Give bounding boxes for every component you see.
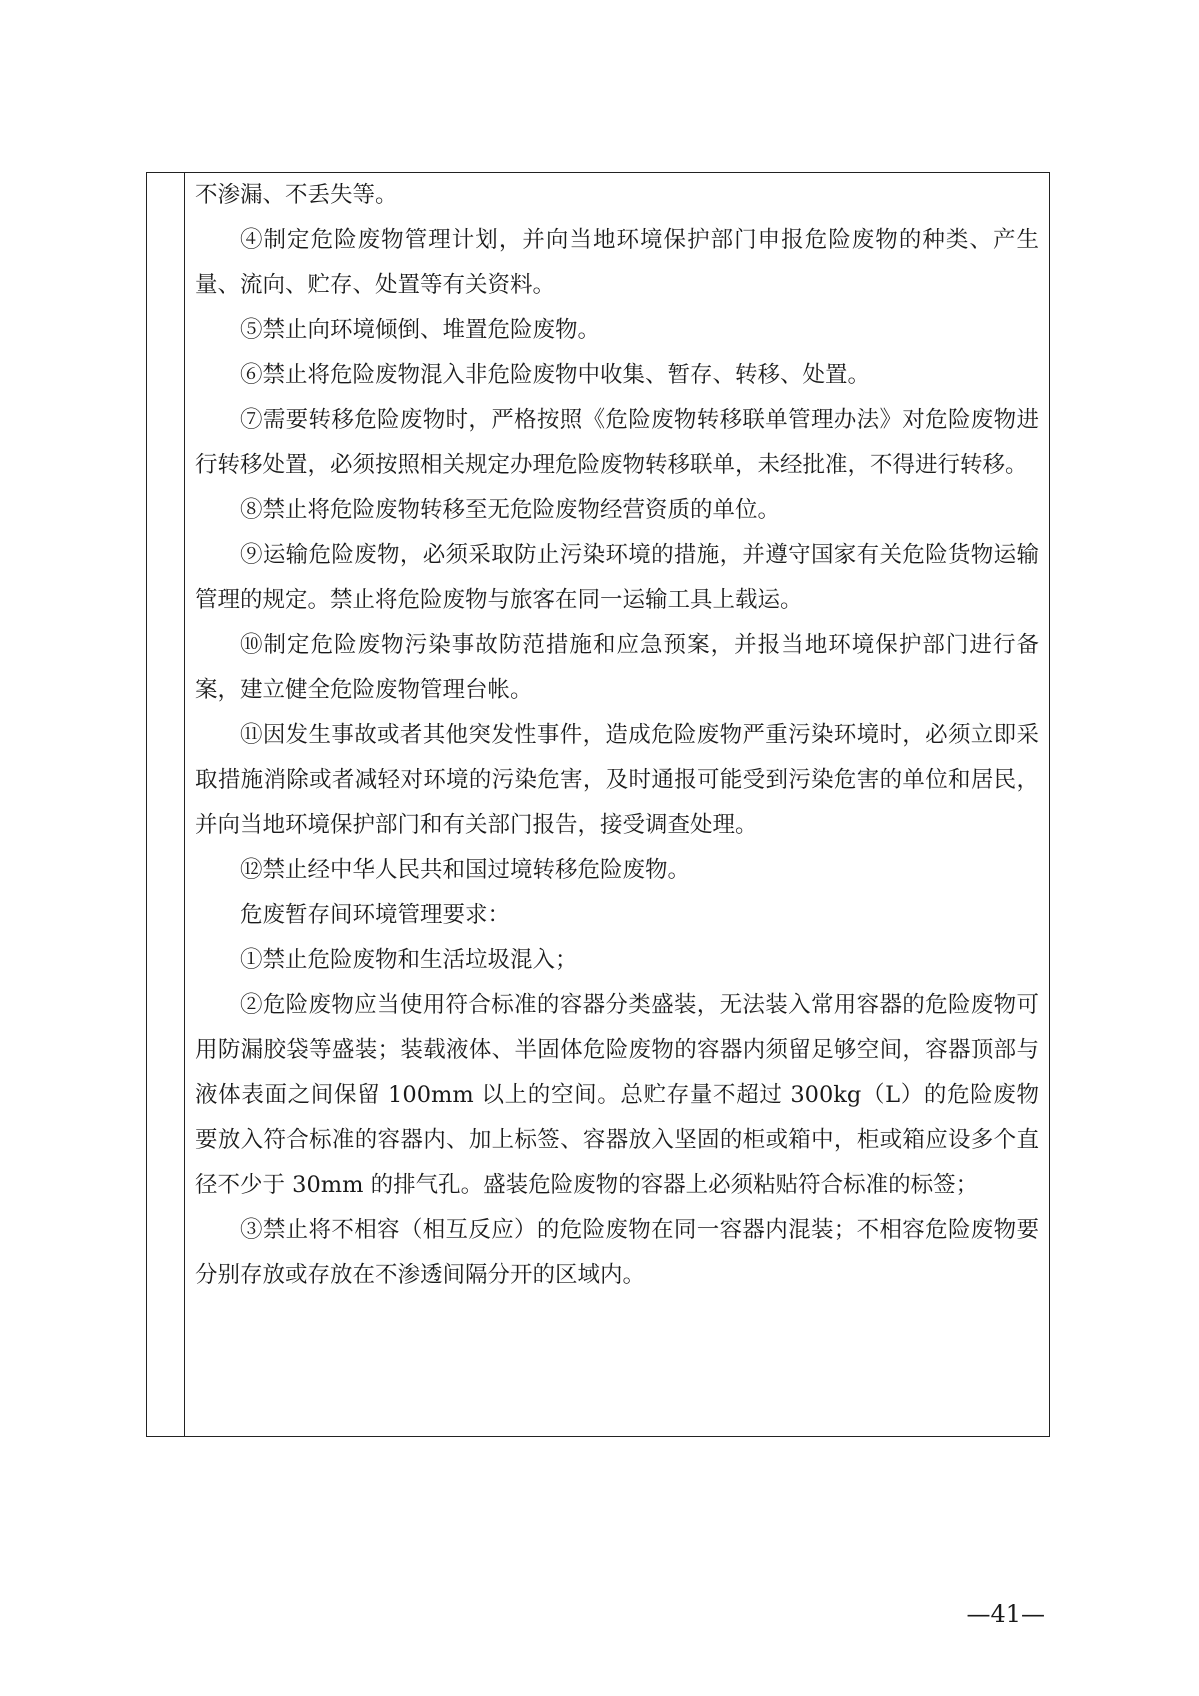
page-number: —41— [966, 1600, 1045, 1628]
section-heading: 危废暂存间环境管理要求： [240, 902, 511, 928]
paragraph: ①禁止危险废物和生活垃圾混入； [240, 947, 578, 973]
table-left-column [147, 173, 185, 1436]
paragraph: ⑩制定危险废物污染事故防范措施和应急预案，并报当地环境保护部门进行备案，建立健全危险废物管理台帐。 [195, 632, 1039, 703]
paragraph: ⑤禁止向环境倾倒、堆置危险废物。 [240, 317, 601, 343]
paragraph: ⑧禁止将危险废物转移至无危险废物经营资质的单位。 [240, 497, 781, 523]
paragraph: ⑦需要转移危险废物时，严格按照《危险废物转移联单管理办法》对危险废物进行转移处置，必须按照相关规定办理危险废物转移联单，未经批准，不得进行转移。 [195, 407, 1039, 478]
paragraph: ④制定危险废物管理计划，并向当地环境保护部门申报危险废物的种类、产生量、流向、贮存、处置等有关资料。 [195, 227, 1039, 298]
paragraph: ②危险废物应当使用符合标准的容器分类盛装，无法装入常用容器的危险废物可用防漏胶袋等盛装；装载液体、半固体危险废物的容器内须留足够空间，容器顶部与液体表面之间保留 100mm 以上的空间。总贮存量不超过 300kg（L）的危险废物要放入符合标准的容器内、加上标签、容器放入坚固的柜或箱中，柜或箱应设多个直径不少于 30mm 的排气孔。盛装危险废物的容器上必须粘贴符合标准的标签； [195, 992, 1039, 1198]
paragraph: 不渗漏、不丢失等。 [195, 182, 398, 208]
paragraph: ③禁止将不相容（相互反应）的危险废物在同一容器内混装；不相容危险废物要分别存放或存放在不渗透间隔分开的区域内。 [195, 1217, 1039, 1288]
paragraph: ⑨运输危险废物，必须采取防止污染环境的措施，并遵守国家有关危险货物运输管理的规定。禁止将危险废物与旅客在同一运输工具上载运。 [195, 542, 1039, 613]
paragraph: ⑥禁止将危险废物混入非危险废物中收集、暂存、转移、处置。 [240, 362, 871, 388]
paragraph: ⑪因发生事故或者其他突发性事件，造成危险废物严重污染环境时，必须立即采取措施消除或者减轻对环境的污染危害，及时通报可能受到污染危害的单位和居民，并向当地环境保护部门和有关部门报告，接受调查处理。 [195, 722, 1039, 838]
table-content-cell [195, 173, 1039, 1298]
content-table [146, 172, 1050, 1437]
paragraph: ⑫禁止经中华人民共和国过境转移危险废物。 [240, 857, 691, 883]
